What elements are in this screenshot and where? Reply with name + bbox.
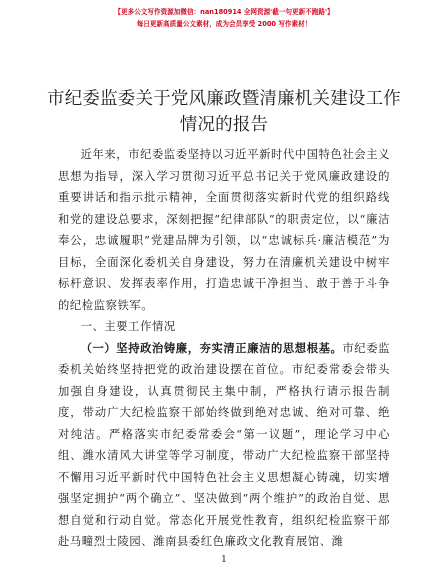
page-number: 1 [221, 555, 227, 565]
subsection-text: 市纪委监委机关始终坚持把党的政治建设摆在首位。市纪委常委会带头加强自身建设，认真贯彻民主集中制，严格执行请示报告制度，带动广大纪检监察干部始终做到绝对忠诚、绝对可靠、绝对纯洁。严格落实市纪委常委会“第一议题”，理论学习中心组、潍水清风大讲堂等学习制度，带动广大纪检监察干部坚持不懈用习近平新时代中国特色社会主义思想凝心铸魂，切实增强坚定拥护“两个确立”、坚决做到“两个维护”的政治自觉、思想自觉和行动自觉。常态化开展党性教育，组织纪检监察干部赴马疃烈士陵园、潍南县委红色廉政文化教育展馆、潍 [58, 341, 391, 548]
subsection-heading: （一）坚持政治铸廉，夯实清正廉洁的思想根基。 [80, 341, 343, 355]
document-title [40, 86, 408, 138]
promo-banner-line1: 【更多公文写作资源加微信：nan180914 全网资源'截一句更新不跑路'】 [114, 8, 334, 16]
subsection-paragraph [58, 338, 390, 553]
intro-paragraph: 近年来，市纪委监委坚持以习近平新时代中国特色社会主义思想为指导，深入学习贯彻习近平总书记关于党风廉政建设的重要讲话和指示批示精神，全面贯彻落实新时代党的组织路线和党的建设总要求，深刻把握“纪律部队”的职责定位，以“廉洁奉公，忠诚履职”党建品牌为引领，以“忠诚标兵·廉洁模范”为目标，全面深化委机关自身建设，努力在清廉机关建设中树牢标杆意识、发挥表率作用，打造忠诚干净担当、敢于善于斗争的纪检监察铁军。 [58, 148, 390, 312]
title-line-2: 情况的报告 [179, 115, 269, 135]
promo-banner [0, 8, 448, 29]
promo-banner-line2: 每日更新高质量公文素材，成为会员享受 2000 写作素材！ [136, 20, 312, 28]
document-body [58, 144, 390, 553]
title-line-1: 市纪委监委关于党风廉政暨清廉机关建设工作 [47, 89, 401, 109]
section-heading: 一、主要工作情况 [80, 320, 176, 333]
